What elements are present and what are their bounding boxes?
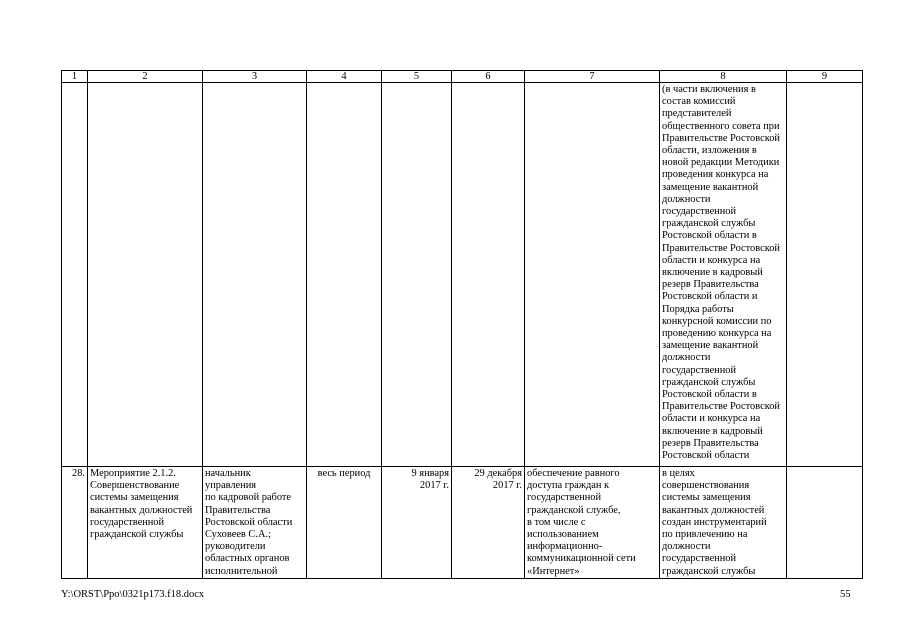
col-header-8: 8	[660, 71, 787, 83]
measure-name: Мероприятие 2.1.2. Совершенствование системы замещения вакантных должностей государственной гражданской службы	[88, 467, 203, 579]
col-header-6: 6	[452, 71, 525, 83]
col-header-9: 9	[787, 71, 863, 83]
document-path: Y:\ORST\Ppo\0321p173.f18.docx	[61, 589, 205, 600]
cell-empty	[525, 83, 660, 467]
actual-result: в целях совершенствования системы замещения вакантных должностей создан инструментарий по привлечению на должности государственной гражданской службы	[660, 467, 787, 579]
expected-result: обеспечение равного доступа граждан к государственной гражданской службе, в том числе с использованием информационно- коммуникационной сети «Интернет»	[525, 467, 660, 579]
implementation-period: весь период	[307, 467, 382, 579]
cell-empty	[203, 83, 307, 467]
cell-empty	[452, 83, 525, 467]
col-header-4: 4	[307, 71, 382, 83]
row-number: 28.	[62, 467, 88, 579]
notes-cell	[787, 467, 863, 579]
column-number-row	[62, 71, 863, 83]
cell-empty	[62, 83, 88, 467]
table-row-28	[62, 467, 863, 579]
col-header-3: 3	[203, 71, 307, 83]
col-header-2: 2	[88, 71, 203, 83]
col-header-7: 7	[525, 71, 660, 83]
start-date: 9 января 2017 г.	[382, 467, 452, 579]
page-number: 55	[840, 589, 851, 600]
cell-empty	[88, 83, 203, 467]
continuation-row	[62, 83, 863, 467]
col-header-1: 1	[62, 71, 88, 83]
implementation-table	[61, 70, 863, 579]
col-header-5: 5	[382, 71, 452, 83]
end-date: 29 декабря 2017 г.	[452, 467, 525, 579]
cell-empty	[382, 83, 452, 467]
cell-empty	[787, 83, 863, 467]
cell-continuation-text: (в части включения в состав комиссий представителей общественного совета при Правительстве Ростовской области, изложения в новой редакции Методики проведения конкурса на замещение вакантной должности государственной гражданской службы Ростовской области в Правительстве Ростовской области и конкурса на включение в кадровый резерв Правительства Ростовской области и Порядка работы конкурсной комиссии по проведению конкурса на замещение вакантной должности государственной гражданской службы Ростовской области в Правительстве Ростовской области и конкурса на включение в кадровый резерв Правительства Ростовской области	[660, 83, 787, 467]
cell-empty	[307, 83, 382, 467]
responsible-person: начальник управления по кадровой работе Правительства Ростовской области Суховеев С.А.; руководители областных органов исполнительной	[203, 467, 307, 579]
